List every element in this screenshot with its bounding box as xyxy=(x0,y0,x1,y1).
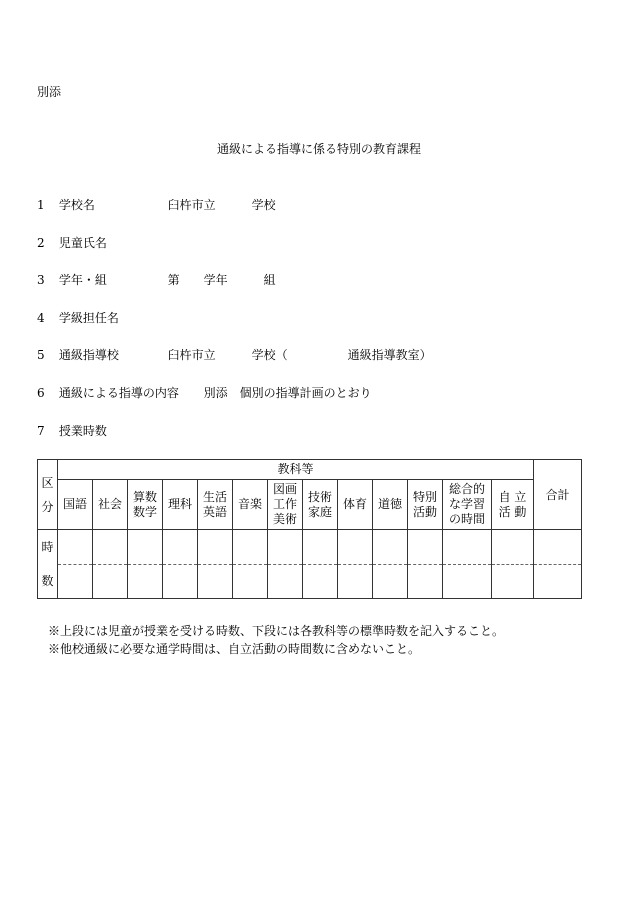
item-label: 学年・組 xyxy=(58,273,107,287)
standard-hours-cell[interactable] xyxy=(233,564,268,599)
standard-hours-cell[interactable] xyxy=(303,564,338,599)
hours-input-cell[interactable] xyxy=(303,530,338,565)
hours-input-cell[interactable] xyxy=(163,530,198,565)
item-label: 授業時数 xyxy=(58,424,107,438)
hours-label-cell xyxy=(38,530,58,599)
hours-input-cell[interactable] xyxy=(233,530,268,565)
item-student-name xyxy=(37,237,107,249)
subject-header-cell xyxy=(58,480,93,530)
subject-label: 国語 xyxy=(62,497,87,511)
standard-hours-cell[interactable] xyxy=(198,564,233,599)
note-line: ※上段には児童が授業を受ける時数、下段には各教科等の標準時数を記入すること。 xyxy=(48,624,505,638)
subject-header-cell xyxy=(303,480,338,530)
standard-hours-cell[interactable] xyxy=(408,564,443,599)
hours-input-cell[interactable] xyxy=(128,530,163,565)
subject-label: 体育 xyxy=(342,497,367,511)
standard-hours-cell[interactable] xyxy=(443,564,492,599)
hours-input-cell[interactable] xyxy=(93,530,128,565)
class-hours-table xyxy=(37,459,582,599)
item-instruction-content xyxy=(37,387,372,399)
division-char: 分 xyxy=(41,499,54,514)
item-label: 学級担任名 xyxy=(58,311,119,325)
item-homeroom-teacher xyxy=(37,312,119,324)
subject-header-cell xyxy=(198,480,233,530)
division-header-cell xyxy=(38,460,58,530)
subject-label: 理科 xyxy=(167,497,192,511)
standard-total-cell[interactable] xyxy=(534,564,582,599)
item-number: 3 xyxy=(37,273,45,287)
subject-label: 特別 活動 xyxy=(412,489,437,519)
standard-hours-cell[interactable] xyxy=(492,564,534,599)
item-number: 7 xyxy=(37,424,45,438)
item-value: 臼杵市立 学校 xyxy=(167,198,276,212)
subject-header-cell xyxy=(408,480,443,530)
subject-header-cell xyxy=(492,480,534,530)
item-number: 5 xyxy=(37,348,45,362)
hours-label-char: 時 xyxy=(41,540,54,554)
standard-hours-cell[interactable] xyxy=(93,564,128,599)
item-class-hours xyxy=(37,425,107,437)
standard-hours-cell[interactable] xyxy=(128,564,163,599)
hours-input-cell[interactable] xyxy=(58,530,93,565)
hours-input-cell[interactable] xyxy=(408,530,443,565)
item-number: 2 xyxy=(37,236,45,250)
item-label: 通級による指導の内容 xyxy=(58,386,179,400)
subject-header-cell xyxy=(128,480,163,530)
standard-hours-cell[interactable] xyxy=(58,564,93,599)
item-value: 臼杵市立 学校（ 通級指導教室） xyxy=(167,348,432,362)
hours-input-cell[interactable] xyxy=(443,530,492,565)
subject-label: 音楽 xyxy=(237,497,262,511)
item-label: 学校名 xyxy=(58,198,95,212)
item-label: 児童氏名 xyxy=(58,236,107,250)
item-school-name xyxy=(37,199,276,211)
subject-header-cell xyxy=(373,480,408,530)
item-resource-school xyxy=(37,349,432,361)
document-title: 通級による指導に係る特別の教育課程 xyxy=(217,142,422,156)
subject-label: 技術 家庭 xyxy=(307,489,332,519)
note-line: ※他校通級に必要な通学時間は、自立活動の時間数に含めないこと。 xyxy=(48,642,421,656)
subject-header-cell xyxy=(163,480,198,530)
standard-hours-cell[interactable] xyxy=(163,564,198,599)
total-header-cell: 合計 xyxy=(534,460,582,530)
subject-label: 生活 英語 xyxy=(202,489,227,519)
item-number: 1 xyxy=(37,198,45,212)
subject-label: 算数 数学 xyxy=(132,489,157,519)
subject-header-cell xyxy=(268,480,303,530)
item-value: 別添 個別の指導計画のとおり xyxy=(203,386,372,400)
division-char: 区 xyxy=(41,475,54,490)
subject-label: 自 立 活 動 xyxy=(498,489,527,519)
hours-input-cell[interactable] xyxy=(492,530,534,565)
standard-hours-cell[interactable] xyxy=(268,564,303,599)
attachment-label: 別添 xyxy=(37,85,62,99)
item-number: 4 xyxy=(37,311,45,325)
subject-header-cell xyxy=(443,480,492,530)
subjects-header-cell: 教科等 xyxy=(58,460,534,480)
standard-hours-cell[interactable] xyxy=(338,564,373,599)
hours-input-cell[interactable] xyxy=(198,530,233,565)
subject-header-cell xyxy=(338,480,373,530)
hours-input-cell[interactable] xyxy=(373,530,408,565)
subject-label: 総合的 な学習 の時間 xyxy=(448,482,485,526)
item-value: 第 学年 組 xyxy=(167,273,276,287)
hours-total-cell[interactable] xyxy=(534,530,582,565)
item-grade-class xyxy=(37,274,276,286)
hours-input-cell[interactable] xyxy=(268,530,303,565)
subject-header-cell xyxy=(93,480,128,530)
hours-input-cell[interactable] xyxy=(338,530,373,565)
standard-hours-cell[interactable] xyxy=(373,564,408,599)
item-number: 6 xyxy=(37,386,45,400)
subject-label: 道徳 xyxy=(377,497,402,511)
subject-label: 社会 xyxy=(97,497,122,511)
hours-label-char: 数 xyxy=(41,574,54,588)
item-label: 通級指導校 xyxy=(58,348,119,362)
subject-header-cell xyxy=(233,480,268,530)
subject-label: 図画 工作 美術 xyxy=(272,482,297,526)
